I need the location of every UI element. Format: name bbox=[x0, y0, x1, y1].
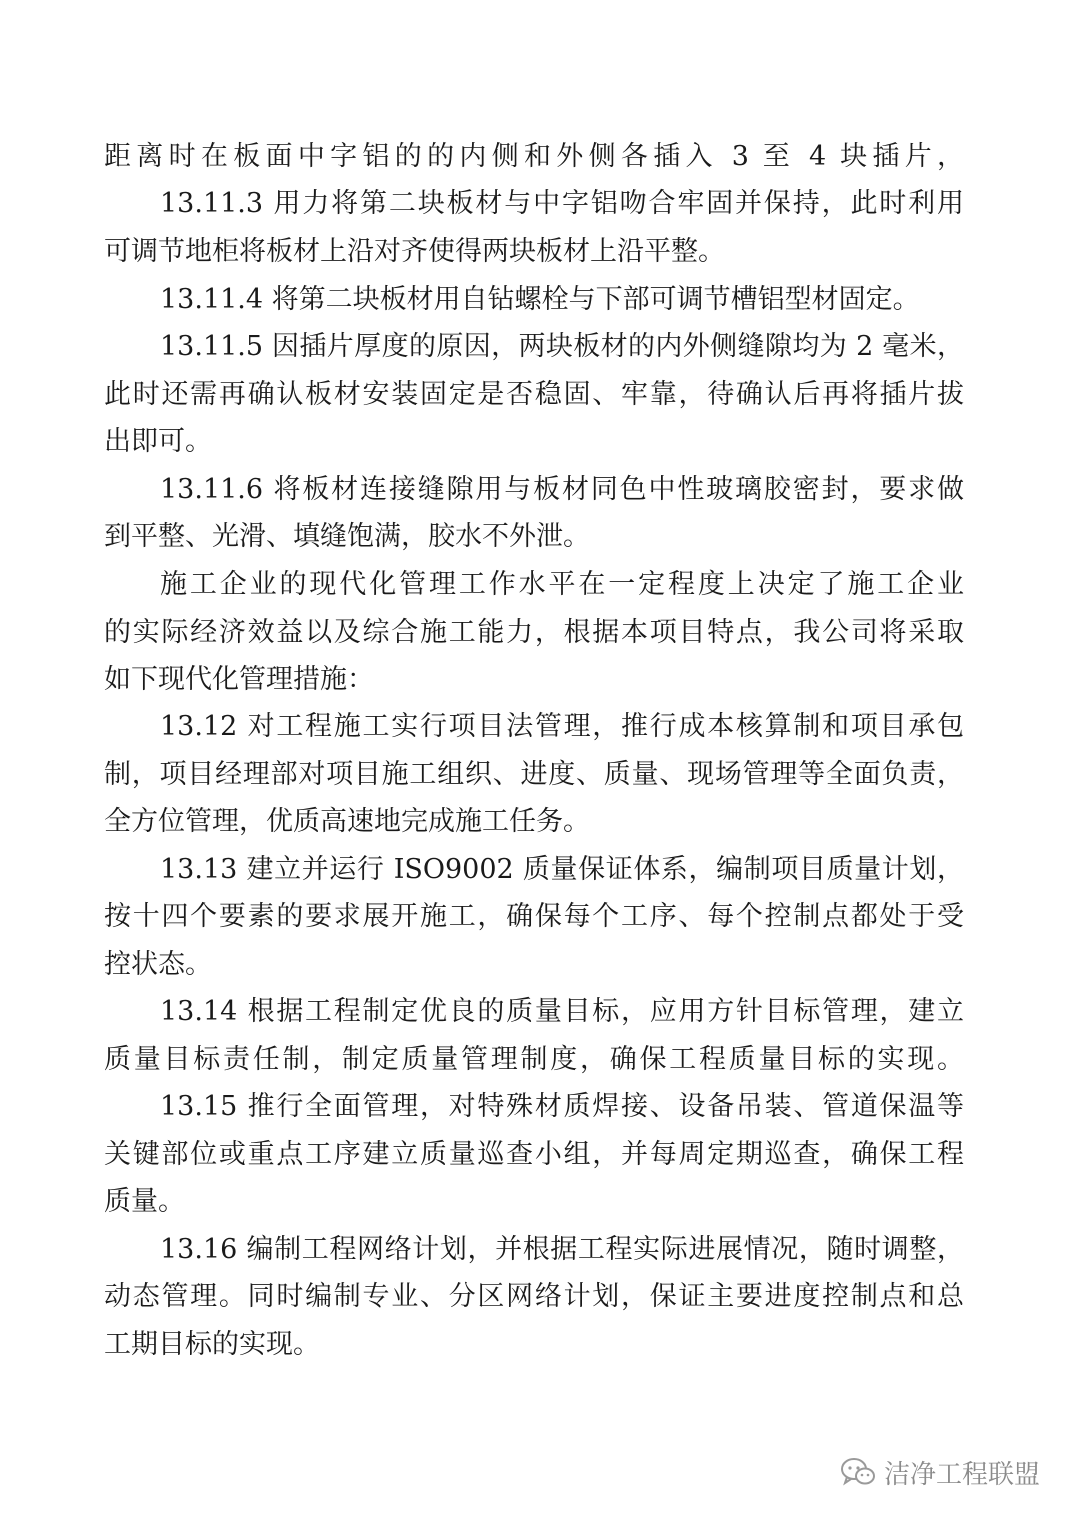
wechat-icon bbox=[840, 1457, 876, 1487]
text-line: 如下现代化管理措施： bbox=[104, 664, 374, 695]
text-line: 关键部位或重点工序建立质量巡查小组，并每周定期巡查，确保工程 bbox=[104, 1139, 964, 1170]
text-line: 出即可。 bbox=[104, 426, 212, 457]
text-line: 13.12 对工程施工实行项目法管理，推行成本核算制和项目承包 bbox=[160, 711, 964, 742]
text-line: 13.11.3 用力将第二块板材与中字铝吻合牢固并保持，此时利用 bbox=[160, 188, 964, 219]
text-line: 到平整、光滑、填缝饱满，胶水不外泄。 bbox=[104, 521, 590, 552]
text-line: 质量目标责任制，制定质量管理制度，确保工程质量目标的实现。 bbox=[104, 1044, 964, 1075]
text-line: 质量。 bbox=[104, 1186, 185, 1217]
text-line: 此时还需再确认板材安装固定是否稳固、牢靠，待确认后再将插片拔 bbox=[104, 379, 964, 410]
text-line: 按十四个要素的要求展开施工，确保每个工序、每个控制点都处于受 bbox=[104, 901, 964, 932]
text-line: 距离时在板面中字铝的的内侧和外侧各插入 3 至 4 块插片， bbox=[104, 141, 964, 172]
watermark-text: 洁净工程联盟 bbox=[883, 1459, 1040, 1490]
text-line: 13.15 推行全面管理，对特殊材质焊接、设备吊装、管道保温等 bbox=[160, 1091, 964, 1122]
text-line: 13.11.4 将第二块板材用自钻螺栓与下部可调节槽铝型材固定。 bbox=[160, 284, 920, 315]
watermark bbox=[840, 1452, 1040, 1492]
text-line: 13.14 根据工程制定优良的质量目标，应用方针目标管理，建立 bbox=[160, 996, 964, 1027]
text-line: 制，项目经理部对项目施工组织、进度、质量、现场管理等全面负责， bbox=[104, 759, 964, 790]
text-line: 可调节地柜将板材上沿对齐使得两块板材上沿平整。 bbox=[104, 236, 725, 267]
text-line: 13.11.6 将板材连接缝隙用与板材同色中性玻璃胶密封，要求做 bbox=[160, 474, 964, 505]
text-line: 的实际经济效益以及综合施工能力，根据本项目特点，我公司将采取 bbox=[104, 617, 964, 648]
text-line: 全方位管理，优质高速地完成施工任务。 bbox=[104, 806, 590, 837]
text-line: 控状态。 bbox=[104, 949, 212, 980]
text-line: 13.16 编制工程网络计划，并根据工程实际进展情况，随时调整， bbox=[160, 1234, 964, 1265]
text-line: 动态管理。同时编制专业、分区网络计划，保证主要进度控制点和总 bbox=[104, 1281, 964, 1312]
text-line: 工期目标的实现。 bbox=[104, 1329, 320, 1360]
text-line: 施工企业的现代化管理工作水平在一定程度上决定了施工企业 bbox=[160, 569, 964, 600]
text-line: 13.13 建立并运行 ISO9002 质量保证体系，编制项目质量计划， bbox=[160, 854, 964, 885]
text-line: 13.11.5 因插片厚度的原因，两块板材的内外侧缝隙均为 2 毫米， bbox=[160, 331, 964, 362]
